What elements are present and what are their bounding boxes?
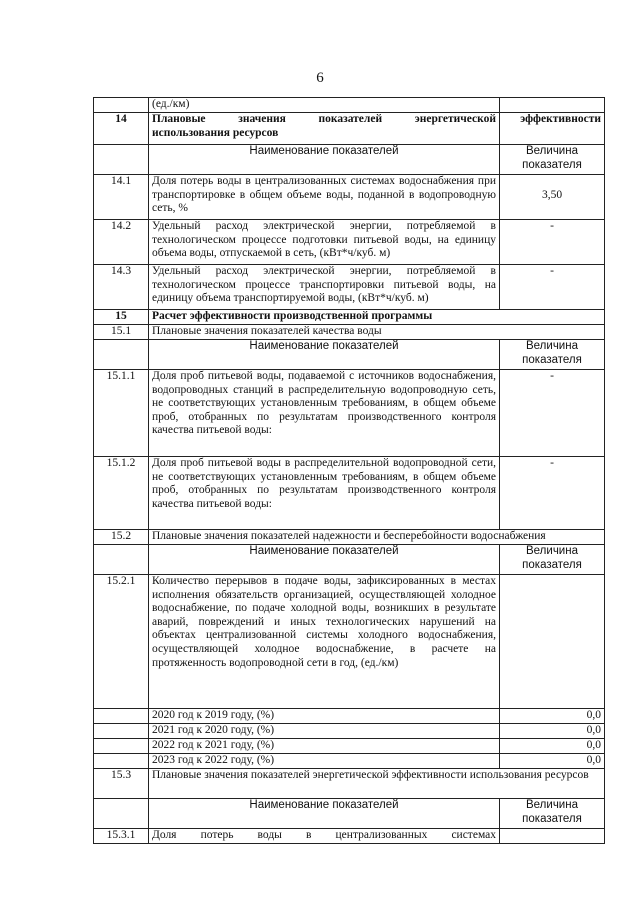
subsection-row [94,769,605,799]
header-row [94,340,605,370]
column-header-value: Величина показателя [500,145,605,175]
section-title-continued: эффективности [500,113,605,145]
table-row [94,575,605,709]
continued-text: (ед./км) [149,98,500,113]
table-row [94,98,605,113]
row-number: 15.1.2 [94,457,149,530]
indicator-text: Доля проб питьевой воды, подаваемой с источников водоснабжения, водопроводных станций в распределительную водопроводную сеть, не соответствующих установленным требованиям, в общем объеме проб, отобранных по результатам производственного контроля качества питьевой воды: [149,370,500,457]
subsection-row [94,325,605,340]
row-number: 15.2 [94,530,149,545]
year-label: 2020 год к 2019 году, (%) [149,709,500,724]
subsection-row [94,530,605,545]
indicator-text: Доля проб питьевой воды в распределительной водопроводной сети, не соответствующих установленным требованиям, в общем объеме проб, отобранных по результатам производственного контроля качества питьевой воды: [149,457,500,530]
row-number: 15.3.1 [94,829,149,844]
row-number: 14 [94,113,149,145]
table-row [94,265,605,310]
table-row [94,370,605,457]
year-row [94,724,605,739]
row-number: 15.3 [94,769,149,799]
year-label: 2022 год к 2021 году, (%) [149,739,500,754]
indicator-text: Количество перерывов в подаче воды, зафиксированных в местах исполнения обязательств организацией, осуществляющей холодное водоснабжение, по подаче холодной воды, возникших в результате аварий, повреждений и иных технологических нарушений на объектах централизованной системы холодного водоснабжения, осуществляющей холодное водоснабжение, в расчете на протяженность водопроводной сети в год, (ед./км) [149,575,500,709]
year-label: 2023 год к 2022 году, (%) [149,754,500,769]
indicators-table [93,97,605,844]
section-title [149,113,500,145]
column-header-value: Величина показателя [500,799,605,829]
header-row [94,145,605,175]
year-value: 0,0 [500,754,605,769]
indicator-value: - [500,220,605,265]
year-row [94,709,605,724]
indicator-text: Доля потерь воды в централизованных системах водоснабжения при транспортировке в общем объеме воды, поданной в водопроводную сеть, % [149,175,500,220]
section-row-15 [94,310,605,325]
subsection-title: Плановые значения показателей надежности и бесперебойности водоснабжения [149,530,605,545]
indicator-text-line: Доля потерь воды в централизованных системах [152,829,496,841]
row-number: 15.1 [94,325,149,340]
column-header-name: Наименование показателей [149,545,500,575]
row-number: 15.2.1 [94,575,149,709]
row-number: 14.3 [94,265,149,310]
indicator-value: - [500,370,605,457]
indicator-text [149,829,500,844]
year-row [94,739,605,754]
section-title-line2: использования ресурсов [152,126,279,139]
subsection-title: Плановые значения показателей качества воды [149,325,605,340]
page-number: 6 [316,70,324,86]
row-number: 15 [94,310,149,325]
subsection-title: Плановые значения показателей энергетической эффективности использования ресурсов [149,769,605,799]
year-label: 2021 год к 2020 году, (%) [149,724,500,739]
column-header-value: Величина показателя [500,340,605,370]
section-row-14 [94,113,605,145]
row-number: 14.1 [94,175,149,220]
indicator-value: 3,50 [500,175,605,220]
indicator-value: - [500,265,605,310]
column-header-value: Величина показателя [500,545,605,575]
header-row [94,545,605,575]
table-row [94,220,605,265]
year-row [94,754,605,769]
column-header-name: Наименование показателей [149,145,500,175]
indicator-text: Удельный расход электрической энергии, потребляемой в технологическом процессе транспортировки питьевой воды, на единицу объема транспортируемой воды, (кВт*ч/куб. м) [149,265,500,310]
year-value: 0,0 [500,709,605,724]
row-number: 14.2 [94,220,149,265]
section-title: Расчет эффективности производственной программы [149,310,605,325]
column-header-name: Наименование показателей [149,799,500,829]
year-value: 0,0 [500,724,605,739]
year-value: 0,0 [500,739,605,754]
table-row [94,829,605,844]
table-row [94,457,605,530]
row-number: 15.1.1 [94,370,149,457]
column-header-name: Наименование показателей [149,340,500,370]
indicator-text: Удельный расход электрической энергии, потребляемой в технологическом процессе подготовки питьевой воды, на единицу объема воды, отпускаемой в сеть, (кВт*ч/куб. м) [149,220,500,265]
header-row [94,799,605,829]
section-title-line1: Плановые значения показателей энергетической [152,113,496,125]
indicator-value: - [500,457,605,530]
table-row [94,175,605,220]
